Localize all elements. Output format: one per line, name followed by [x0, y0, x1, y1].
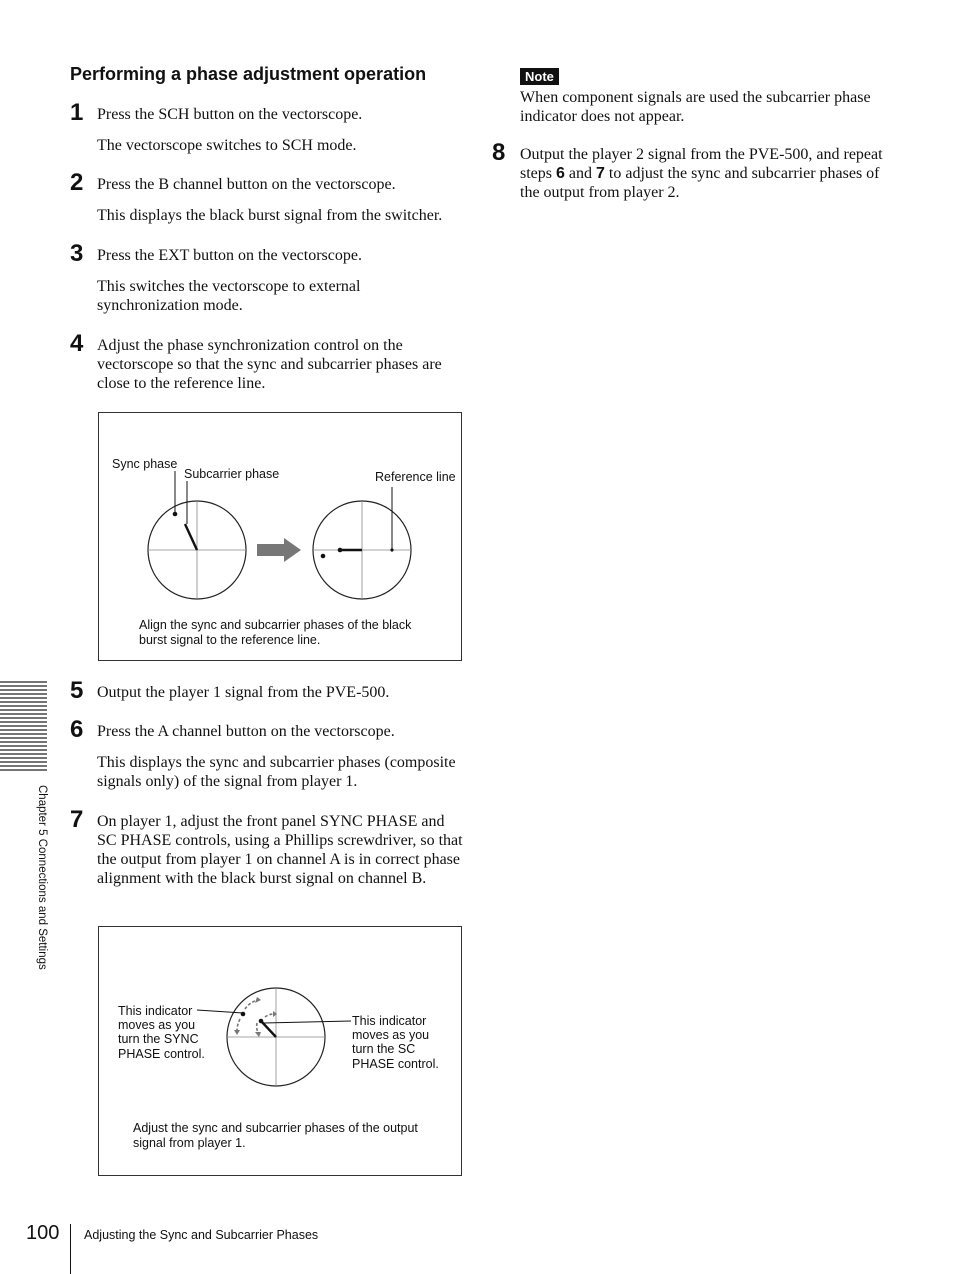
vectorscope-adjust [197, 988, 351, 1086]
step-5 [70, 677, 465, 714]
step-number: 6 [70, 716, 84, 743]
sc-indicator-label-line: PHASE control. [352, 1057, 439, 1071]
sync-phase-label: Sync phase [112, 457, 178, 471]
arrow-icon [255, 997, 261, 1003]
figure-phase-alignment [98, 412, 462, 661]
sync-indicator-label-line: turn the SYNC [118, 1032, 199, 1046]
note-text: When component signals are used the subcarrier phase indicator does not appear. [520, 89, 871, 125]
step-number: 7 [70, 806, 84, 833]
step-ref: 7 [596, 165, 605, 182]
chapter-tab-lines [0, 680, 47, 775]
chapter-label: Chapter 5 Connections and Settings [36, 785, 48, 970]
step-number: 3 [70, 240, 84, 267]
step-result: This displays the sync and subcarrier phases (composite signals only) of the signal from player 1. [97, 754, 456, 790]
step-number: 4 [70, 330, 84, 357]
vectorscope-before [148, 471, 246, 599]
step-1 [70, 99, 465, 167]
arrow-icon [234, 1030, 240, 1035]
sc-indicator-label-line: This indicator [352, 1014, 427, 1028]
step-ref: 6 [556, 165, 565, 182]
step-instruction: Adjust the phase synchronization control on the vectorscope so that the sync and subcarrier phases are close to the reference line. [97, 337, 442, 392]
step-number: 5 [70, 677, 84, 704]
step-instruction: Press the SCH button on the vectorscope. [97, 106, 363, 123]
subcarrier-phase-label: Subcarrier phase [184, 467, 280, 481]
footer-title: Adjusting the Sync and Subcarrier Phases [84, 1228, 319, 1242]
page-number: 100 [26, 1222, 60, 1244]
step-instruction: Press the B channel button on the vectorscope. [97, 176, 396, 193]
reference-line-label: Reference line [375, 470, 456, 484]
step-4 [70, 330, 465, 405]
vectorscope-after [313, 487, 411, 599]
footer-divider [70, 1224, 71, 1274]
step-3 [70, 240, 465, 327]
step-8 [492, 139, 887, 214]
step-number: 1 [70, 99, 84, 126]
step-instruction: Output the player 2 signal from the PVE-500, and repeat steps 6 and 7 to adjust the sync and subcarrier phases of the output from player 2. [520, 146, 883, 201]
sync-indicator-label-line: This indicator [118, 1004, 193, 1018]
sync-indicator-label-line: moves as you [118, 1018, 196, 1032]
step-result: The vectorscope switches to SCH mode. [97, 137, 357, 154]
note-badge: Note [520, 68, 559, 85]
step-number: 8 [492, 139, 506, 166]
step-2 [70, 169, 465, 237]
figure-phase-controls [98, 926, 462, 1176]
arrow-icon [255, 1032, 261, 1037]
figure-caption: Adjust the sync and subcarrier phases of the output signal from player 1. [133, 1121, 418, 1150]
sync-indicator-label-line: PHASE control. [118, 1047, 205, 1061]
step-number: 2 [70, 169, 84, 196]
step-result: This switches the vectorscope to external synchronization mode. [97, 278, 361, 314]
arrow-icon [257, 538, 301, 562]
step-instruction: On player 1, adjust the front panel SYNC PHASE and SC PHASE controls, using a Phillips screwdriver, so that the output from player 1 on channel A is in correct phase alignment with the black burst signal on channel B. [97, 813, 463, 887]
sc-indicator-label-line: moves as you [352, 1028, 430, 1042]
figure-caption: Align the sync and subcarrier phases of the black burst signal to the reference line. [139, 618, 412, 647]
step-6 [70, 716, 465, 803]
step-instruction: Press the EXT button on the vectorscope. [97, 247, 362, 264]
step-7 [70, 806, 465, 900]
step-instruction: Press the A channel button on the vectorscope. [97, 723, 395, 740]
step-instruction: Output the player 1 signal from the PVE-500. [97, 684, 390, 701]
sc-indicator-label-line: turn the SC [352, 1042, 416, 1056]
step-result: This displays the black burst signal from the switcher. [97, 207, 443, 224]
section-heading: Performing a phase adjustment operation [70, 64, 427, 84]
